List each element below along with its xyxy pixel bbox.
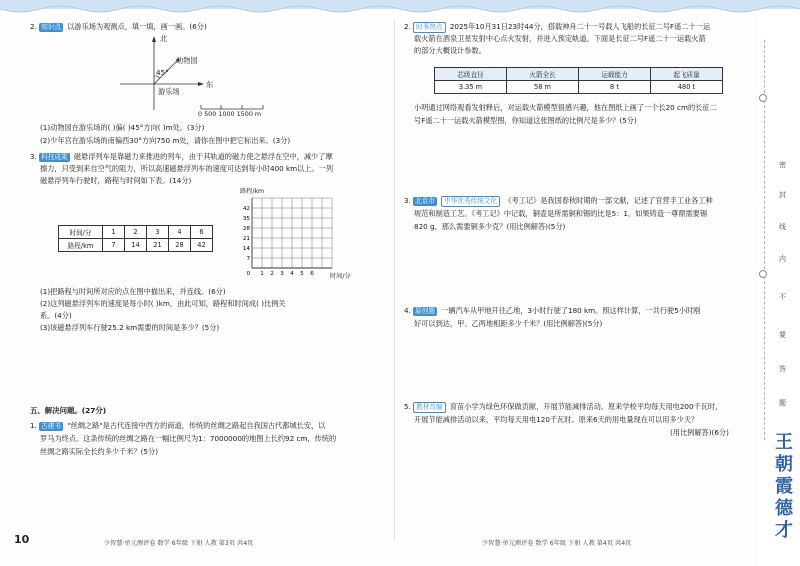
seal-char: 要	[779, 331, 786, 339]
table-row	[435, 81, 723, 94]
left-sec5-q1-line3: 丝绸之路实际全长约多少千米？(5分)	[40, 447, 158, 456]
right-q3-header	[404, 196, 713, 207]
right-q2-header	[404, 22, 710, 33]
blank-plot-grid	[236, 188, 356, 284]
y-tick-label: 21	[242, 236, 250, 242]
right-q4-number: 4.	[404, 306, 411, 315]
seal-char: 线	[779, 223, 786, 231]
left-q3-sub1: (1)把路程与时间所对应的点在图中描出来，并连线。(6分)	[40, 287, 226, 296]
right-q5-header	[404, 402, 722, 413]
right-q3-number: 3.	[404, 196, 411, 205]
right-q3-tag: 北京市	[415, 197, 435, 205]
section-five-title: 五、解决问题。(27分)	[30, 406, 107, 415]
table-cell: 芯级直径	[435, 68, 507, 81]
left-q3-tag: 科技成果	[41, 153, 68, 161]
right-q5-number: 5.	[404, 402, 411, 411]
right-q3-line3: 820 g，那么需要铜多少克？(用比例解答)(5分)	[414, 222, 566, 231]
page-number: 10	[14, 533, 30, 546]
left-q2-tag: 知识点	[41, 23, 61, 31]
right-q3-line2: 规范和制造工艺。《考工记》中记载，铜壶是所需铜和锡的比是5：1。如果铸造一尊鼎需要锡	[414, 209, 708, 218]
seal-char: 题	[779, 399, 786, 407]
table-cell: 480 t	[651, 81, 723, 94]
binding-hole	[759, 270, 767, 278]
x-tick-label: 4	[290, 271, 294, 277]
right-q2-after2: 号F遥二十一运载火箭模型图，你知道这张图纸的比例尺是多少？(5分)	[414, 116, 637, 125]
right-footer: 少智慧·单元测评卷 数学 6年级 下册 人教 第4页 共4页	[482, 540, 632, 547]
y-tick-label: 7	[246, 256, 250, 262]
table-cell: 3.35 m	[435, 81, 507, 94]
left-q2-sub1: (1)动物园在游乐场的( )偏( )45°方向( )m处。(3分)	[40, 123, 205, 132]
left-q3-sub2: (2)这列磁悬浮列车的速度是每小时( )km，由此可知，路程和时间成( )比例关	[40, 299, 286, 308]
label-east: 东	[206, 80, 214, 89]
right-q2-stem3: 的部分大概设计参数。	[414, 46, 486, 55]
table-cell: 8 t	[579, 81, 651, 94]
x-tick-label: 3	[280, 271, 284, 277]
table-cell: 42	[191, 239, 213, 252]
table-row	[59, 226, 213, 239]
x-tick-label: 6	[310, 271, 314, 277]
column-divider	[394, 20, 395, 540]
label-origin: 游乐场	[158, 87, 180, 96]
scale-labels: 0 500 1000 1500 m	[198, 110, 262, 118]
table-row	[435, 68, 723, 81]
seal-char: 不	[779, 293, 786, 301]
table-cell: 时间/分	[59, 226, 103, 239]
left-q3-stem2: 擦力，只受到来自空气的阻力，所以高速磁悬浮列车的速度可达到每小时400 km以上。一列	[40, 164, 334, 173]
table-cell: 1	[103, 226, 125, 239]
seal-char: 内	[779, 255, 786, 263]
right-q5-line2: 开展节能减排活动以来，平均每天用电120千瓦时。原来6天的用电量现在可以用多少天？	[414, 415, 699, 424]
left-q3-stem1: 磁悬浮列车是靠磁力来推进的列车，由于其轨道的磁力使之悬浮在空中，减少了摩	[73, 152, 333, 161]
brand-logo: 王朝霞德才	[775, 432, 793, 541]
right-q4-line1: 一辆汽车从甲地开往乙地，3小时行驶了180 km。照这样计算，一共行驶5小时刚	[441, 306, 701, 315]
rocket-table	[434, 67, 723, 94]
top-wave-decoration	[0, 0, 800, 16]
right-q3-tag2: 中华优秀传统文化	[441, 196, 500, 207]
speed-table	[58, 225, 213, 252]
left-footer: 少智慧·单元测评卷 数学 6年级 下册 人教 第3页 共4页	[104, 540, 254, 547]
left-q3-stem3: 磁悬浮列车行驶时，路程与时间如下表。(14分)	[40, 176, 192, 185]
left-q3-sub3: (3)该磁悬浮列车行驶25.2 km需要的时间是多少？(5分)	[40, 323, 220, 332]
y-tick-label: 35	[242, 216, 250, 222]
x-tick-label: 5	[300, 271, 304, 277]
right-q4-header	[404, 306, 700, 316]
table-cell: 3	[147, 226, 169, 239]
label-north: 北	[160, 34, 168, 43]
right-q4-line2: 好可以到达，甲、乙两地相距多少千米？(用比例解答)(5分)	[414, 319, 603, 328]
left-q3-sub2b: 系。(4分)	[40, 311, 72, 320]
left-q2-number: 2.	[30, 22, 37, 31]
seal-char: 答	[779, 365, 786, 373]
label-angle: 45°	[156, 68, 169, 77]
right-q2-stem2: 载火箭在酒泉卫星发射中心点火发射，并进入预定轨道。下面是长征二号F遥二十一运载火箭	[414, 34, 706, 43]
grid-xlabel: 时间/分	[330, 273, 351, 280]
origin-label: 0	[246, 271, 250, 277]
table-cell: 58 m	[507, 81, 579, 94]
left-sec5-q1-header	[30, 421, 325, 431]
table-cell: 21	[147, 239, 169, 252]
grid-ylabel: 路程/km	[240, 188, 265, 195]
table-cell: 4	[169, 226, 191, 239]
table-cell: 7	[103, 239, 125, 252]
right-q5-line1: 育苗小学为绿色环保做贡献，开展节能减排活动。原来学校平均每天用电200千瓦时，	[449, 402, 723, 411]
right-q2-tag: 时事热点	[413, 22, 445, 33]
right-q2-after1: 小明通过网络观看发射释后，对运载火箭模型很感兴趣，他在图纸上画了一个长20 cm的长征二	[414, 103, 717, 112]
y-tick-label: 28	[242, 226, 250, 232]
direction-diagram	[110, 34, 230, 114]
left-q3-header	[30, 152, 333, 162]
left-q2-stem: 以游乐场为观测点，填一填，画一画。(6分)	[67, 22, 207, 31]
north-arrow-icon	[152, 36, 156, 42]
label-zoo: 动物园	[176, 56, 198, 65]
table-cell: 路程/km	[59, 239, 103, 252]
x-tick-label: 2	[270, 271, 274, 277]
left-sec5-q1-line1: "丝绸之路"是古代连接中西方的商道，传统的丝绸之路起自我国古代都城长安，以	[67, 421, 326, 430]
table-cell: 28	[169, 239, 191, 252]
east-arrow-icon	[198, 82, 204, 86]
left-sec5-q1-tag: 古建书	[41, 422, 61, 430]
binding-hole	[759, 94, 767, 102]
table-row	[59, 239, 213, 252]
right-q2-stem1: 2025年10月31日23时44分，搭载神舟二十一号载人飞船的长征二号F遥二十一运	[449, 22, 711, 31]
left-q2-sub2: (2)少年宫在游乐场的南偏西30°方向750 m处，请你在图中把它标出来。(3分)	[40, 136, 291, 145]
y-tick-label: 14	[242, 246, 250, 252]
table-cell: 2	[125, 226, 147, 239]
x-tick-label: 1	[260, 271, 264, 277]
right-q4-tag: 原创题	[415, 307, 435, 315]
right-q2-number: 2.	[404, 22, 411, 31]
table-cell: 14	[125, 239, 147, 252]
table-cell: 6	[191, 226, 213, 239]
table-cell: 运载能力	[579, 68, 651, 81]
left-q2-header	[30, 22, 207, 32]
right-q5-line3: (用比例解答)(6分)	[670, 428, 729, 437]
left-sec5-q1-line2: 罗马为终点。这条传统的丝绸之路在一幅比例尺为1：7000000的地图上长约92 cm，传统的	[40, 434, 337, 443]
right-q3-line1: 《考工记》是我国春秋时期的一部文献，记述了官营手工业各工种	[504, 196, 713, 205]
table-cell: 起飞质量	[651, 68, 723, 81]
table-cell: 火箭全长	[507, 68, 579, 81]
y-tick-label: 42	[242, 206, 250, 212]
left-q3-number: 3.	[30, 152, 37, 161]
left-sec5-q1-number: 1.	[30, 421, 37, 430]
seal-char: 密	[779, 161, 786, 169]
right-q5-tag: 教材改编	[413, 402, 445, 413]
seal-char: 封	[779, 191, 786, 199]
